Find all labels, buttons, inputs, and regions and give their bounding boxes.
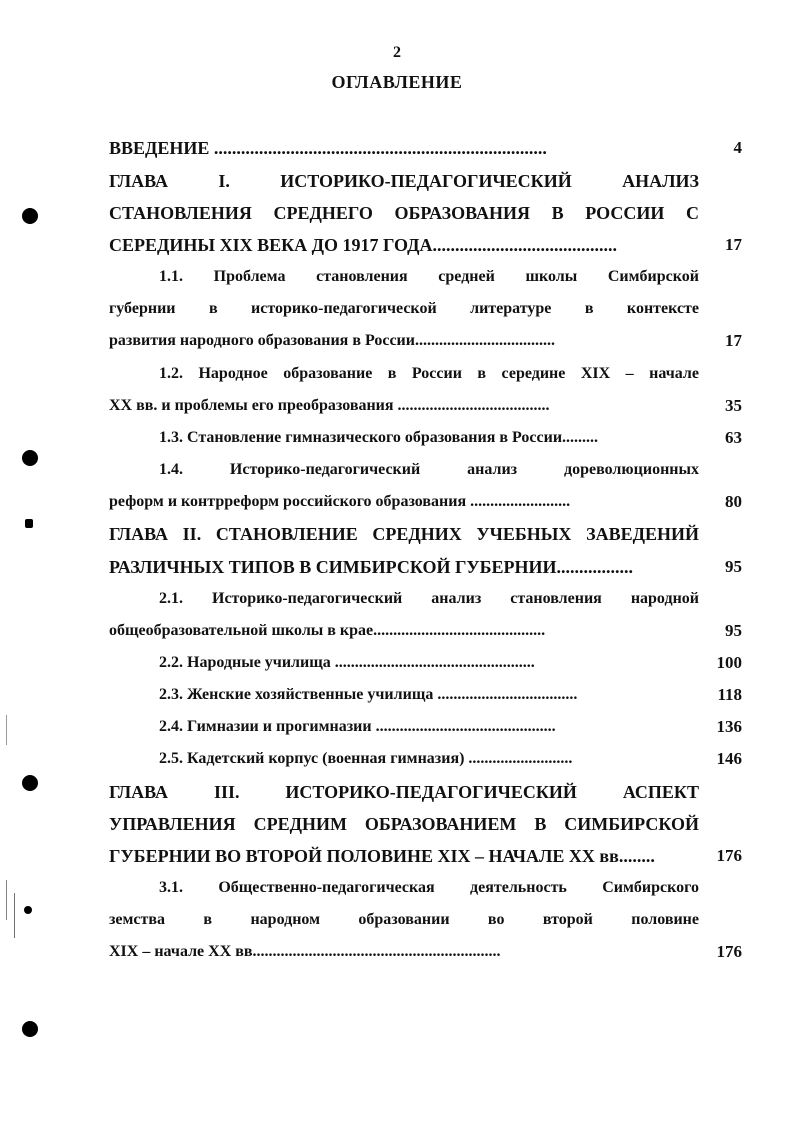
toc-section-3-1-line-1: 3.1. Общественно-педагогическая деятельность Симбирского bbox=[159, 879, 699, 896]
toc-chapter-1-line-2: СТАНОВЛЕНИЯ СРЕДНЕГО ОБРАЗОВАНИЯ В РОССИИ С bbox=[109, 203, 699, 223]
toc-page-introduction: 4 bbox=[733, 138, 742, 157]
binder-hole-mark bbox=[22, 208, 38, 224]
page-number: 2 bbox=[393, 44, 401, 61]
binder-hole-mark bbox=[22, 775, 38, 791]
toc-section-1-2-line-2: XX вв. и проблемы его преобразования ...................................... bbox=[109, 397, 550, 414]
toc-page-chapter-2: 95 bbox=[725, 557, 742, 576]
toc-page-section-2-2: 100 bbox=[716, 653, 742, 672]
toc-page-chapter-3: 176 bbox=[716, 846, 742, 865]
toc-section-2-4: 2.4. Гимназии и прогимназии ............................................. bbox=[159, 718, 556, 735]
toc-chapter-1-line-3: СЕРЕДИНЫ XIX ВЕКА ДО 1917 ГОДА......................................... bbox=[109, 235, 618, 255]
toc-page-section-3-1: 176 bbox=[716, 942, 742, 961]
toc-page-section-1-4: 80 bbox=[725, 492, 742, 511]
toc-section-2-2: 2.2. Народные училища .................................................. bbox=[159, 654, 535, 671]
binder-hole-mark bbox=[25, 519, 33, 528]
toc-section-3-1-line-3: XIX – начале XX вв.............................................................. bbox=[109, 943, 501, 960]
toc-page-section-1-3: 63 bbox=[725, 428, 742, 447]
toc-section-1-1-line-1: 1.1. Проблема становления средней школы Симбирской bbox=[159, 268, 699, 285]
toc-page-section-2-3: 118 bbox=[717, 685, 742, 704]
toc-entry-introduction: ВВЕДЕНИЕ .......................................................................... bbox=[109, 138, 547, 158]
toc-section-1-3: 1.3. Становление гимназического образования в России......... bbox=[159, 429, 599, 446]
scan-speck bbox=[6, 880, 7, 920]
toc-section-3-1-line-2: земства в народном образовании во второй половине bbox=[109, 911, 699, 928]
scan-speck bbox=[6, 715, 7, 745]
toc-section-2-1-line-2: общеобразовательной школы в крае........................................... bbox=[109, 622, 546, 639]
toc-chapter-1-line-1: ГЛАВА I. ИСТОРИКО-ПЕДАГОГИЧЕСКИЙ АНАЛИЗ bbox=[109, 171, 699, 191]
toc-page-section-2-5: 146 bbox=[716, 749, 742, 768]
toc-page-section-1-2: 35 bbox=[725, 396, 742, 415]
toc-section-1-4-line-2: реформ и контрреформ российского образования ......................... bbox=[109, 493, 571, 510]
toc-section-2-3: 2.3. Женские хозяйственные училища ................................... bbox=[159, 686, 578, 703]
toc-section-2-5: 2.5. Кадетский корпус (военная гимназия) .......................... bbox=[159, 750, 573, 767]
toc-page-chapter-1: 17 bbox=[725, 235, 742, 254]
toc-chapter-3-line-3: ГУБЕРНИИ ВО ВТОРОЙ ПОЛОВИНЕ XIX – НАЧАЛЕ XX вв........ bbox=[109, 846, 655, 866]
toc-chapter-2-line-2: РАЗЛИЧНЫХ ТИПОВ В СИМБИРСКОЙ ГУБЕРНИИ................. bbox=[109, 557, 634, 577]
toc-chapter-2-line-1: ГЛАВА II. СТАНОВЛЕНИЕ СРЕДНИХ УЧЕБНЫХ ЗАВЕДЕНИЙ bbox=[109, 524, 699, 544]
scan-speck bbox=[14, 893, 15, 938]
toc-section-2-1-line-1: 2.1. Историко-педагогический анализ становления народной bbox=[159, 590, 699, 607]
toc-section-1-4-line-1: 1.4. Историко-педагогический анализ дореволюционных bbox=[159, 461, 699, 478]
toc-title: ОГЛАВЛЕНИЕ bbox=[331, 72, 463, 92]
toc-section-1-1-line-2: губернии в историко-педагогической литературе в контексте bbox=[109, 300, 699, 317]
toc-section-1-2-line-1: 1.2. Народное образование в России в середине XIX – начале bbox=[159, 365, 699, 382]
toc-page-section-2-1: 95 bbox=[725, 621, 742, 640]
toc-chapter-3-line-1: ГЛАВА III. ИСТОРИКО-ПЕДАГОГИЧЕСКИЙ АСПЕКТ bbox=[109, 782, 699, 802]
binder-hole-mark bbox=[22, 450, 38, 466]
toc-page-section-2-4: 136 bbox=[716, 717, 742, 736]
toc-section-1-1-line-3: развития народного образования в России................................... bbox=[109, 332, 555, 349]
toc-page-section-1-1: 17 bbox=[725, 331, 742, 350]
binder-hole-mark bbox=[22, 1021, 38, 1037]
toc-chapter-3-line-2: УПРАВЛЕНИЯ СРЕДНИМ ОБРАЗОВАНИЕМ В СИМБИРСКОЙ bbox=[109, 814, 699, 834]
binder-hole-mark bbox=[24, 906, 32, 914]
